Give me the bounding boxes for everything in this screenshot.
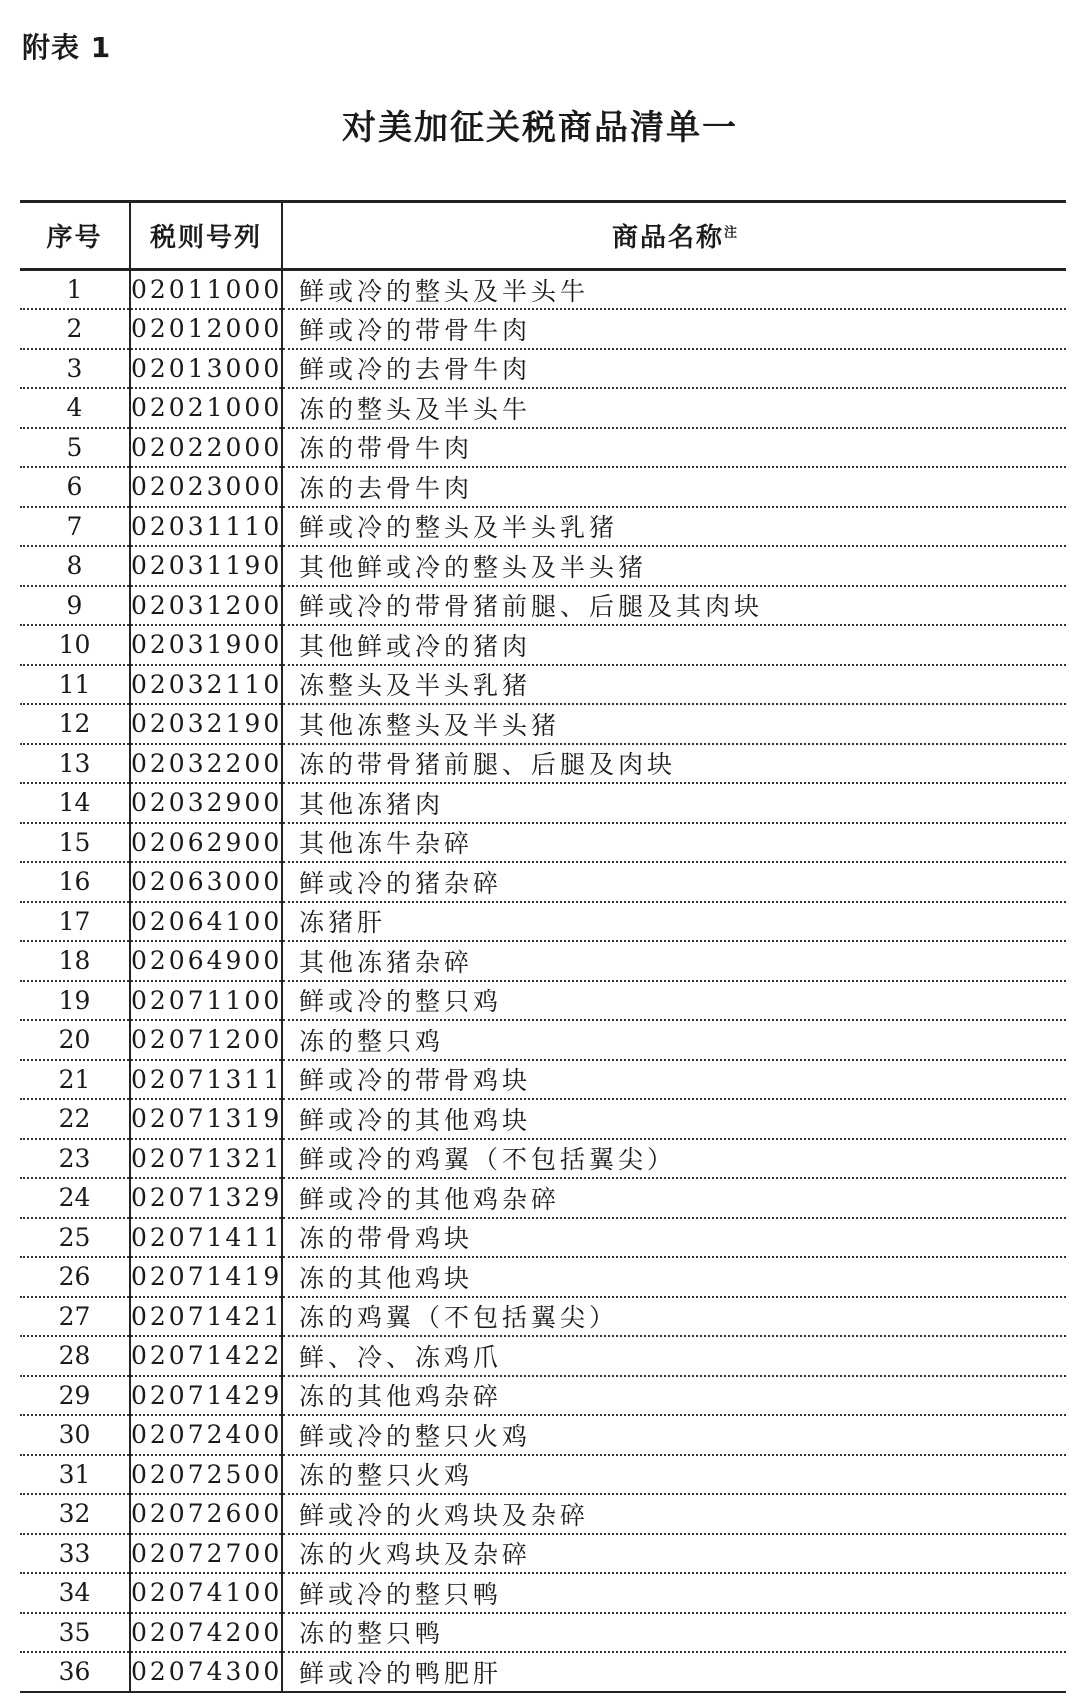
table-body	[20, 270, 1066, 1692]
row-goods-name: 鲜或冷的带骨鸡块	[282, 1060, 1066, 1100]
row-seq: 7	[20, 507, 130, 547]
row-goods-name: 冻的带骨鸡块	[282, 1218, 1066, 1258]
row-tariff-code: 02071422	[130, 1336, 282, 1376]
table-row	[20, 1376, 1066, 1416]
table-row	[20, 823, 1066, 863]
appendix-label: 附表 1	[22, 31, 112, 64]
table-row	[20, 941, 1066, 981]
row-goods-name: 鲜或冷的带骨猪前腿、后腿及其肉块	[282, 586, 1066, 626]
row-tariff-code: 02072400	[130, 1415, 282, 1455]
table-row	[20, 1415, 1066, 1455]
row-goods-name: 冻的其他鸡杂碎	[282, 1376, 1066, 1416]
row-goods-name: 冻的其他鸡块	[282, 1257, 1066, 1297]
row-seq: 16	[20, 862, 130, 902]
row-goods-name: 鲜或冷的猪杂碎	[282, 862, 1066, 902]
row-seq: 23	[20, 1139, 130, 1179]
row-tariff-code: 02072600	[130, 1494, 282, 1534]
row-goods-name: 鲜、冷、冻鸡爪	[282, 1336, 1066, 1376]
row-seq: 13	[20, 744, 130, 784]
row-tariff-code: 02032200	[130, 744, 282, 784]
table-row	[20, 902, 1066, 942]
table-row	[20, 1336, 1066, 1376]
row-goods-name: 冻猪肝	[282, 902, 1066, 942]
row-goods-name: 冻的鸡翼（不包括翼尖）	[282, 1297, 1066, 1337]
row-goods-name: 其他冻牛杂碎	[282, 823, 1066, 863]
row-seq: 30	[20, 1415, 130, 1455]
row-seq: 22	[20, 1099, 130, 1139]
row-seq: 9	[20, 586, 130, 626]
table-row	[20, 783, 1066, 823]
row-seq: 34	[20, 1573, 130, 1613]
row-goods-name: 鲜或冷的去骨牛肉	[282, 349, 1066, 389]
table-row	[20, 1139, 1066, 1179]
table-row	[20, 981, 1066, 1021]
row-goods-name: 其他鲜或冷的猪肉	[282, 625, 1066, 665]
table-row	[20, 1613, 1066, 1653]
row-seq: 20	[20, 1020, 130, 1060]
table-row	[20, 270, 1066, 310]
row-goods-name: 鲜或冷的火鸡块及杂碎	[282, 1494, 1066, 1534]
row-seq: 3	[20, 349, 130, 389]
document-title: 对美加征关税商品清单一	[342, 108, 738, 148]
table-row	[20, 665, 1066, 705]
row-seq: 8	[20, 546, 130, 586]
table-row	[20, 1178, 1066, 1218]
table-row	[20, 428, 1066, 468]
row-tariff-code: 02031190	[130, 546, 282, 586]
row-tariff-code: 02032110	[130, 665, 282, 705]
row-seq: 24	[20, 1178, 130, 1218]
row-tariff-code: 02012000	[130, 309, 282, 349]
table-row	[20, 546, 1066, 586]
table-row	[20, 862, 1066, 902]
row-tariff-code: 02071200	[130, 1020, 282, 1060]
row-goods-name: 冻整头及半头乳猪	[282, 665, 1066, 705]
row-seq: 10	[20, 625, 130, 665]
table-row	[20, 744, 1066, 784]
row-tariff-code: 02063000	[130, 862, 282, 902]
header-seq: 序号	[20, 202, 130, 270]
row-tariff-code: 02021000	[130, 388, 282, 428]
row-goods-name: 冻的整只火鸡	[282, 1455, 1066, 1495]
row-goods-name: 冻的火鸡块及杂碎	[282, 1534, 1066, 1574]
row-seq: 1	[20, 270, 130, 310]
row-goods-name: 鲜或冷的整头及半头乳猪	[282, 507, 1066, 547]
table-row	[20, 1534, 1066, 1574]
row-seq: 6	[20, 467, 130, 507]
row-tariff-code: 02071411	[130, 1218, 282, 1258]
row-tariff-code: 02074200	[130, 1613, 282, 1653]
row-seq: 5	[20, 428, 130, 468]
table-row	[20, 388, 1066, 428]
row-seq: 14	[20, 783, 130, 823]
row-tariff-code: 02022000	[130, 428, 282, 468]
header-note-mark: 注	[724, 225, 738, 241]
row-seq: 4	[20, 388, 130, 428]
table-row	[20, 1573, 1066, 1613]
row-goods-name: 鲜或冷的鸡翼（不包括翼尖）	[282, 1139, 1066, 1179]
row-tariff-code: 02071421	[130, 1297, 282, 1337]
row-seq: 35	[20, 1613, 130, 1653]
row-seq: 15	[20, 823, 130, 863]
row-tariff-code: 02031110	[130, 507, 282, 547]
row-tariff-code: 02064100	[130, 902, 282, 942]
row-goods-name: 其他冻整头及半头猪	[282, 704, 1066, 744]
table-row	[20, 309, 1066, 349]
row-goods-name: 鲜或冷的整头及半头牛	[282, 270, 1066, 310]
table-row	[20, 1455, 1066, 1495]
table-row	[20, 625, 1066, 665]
row-goods-name: 其他冻猪肉	[282, 783, 1066, 823]
row-tariff-code: 02071419	[130, 1257, 282, 1297]
row-tariff-code: 02071311	[130, 1060, 282, 1100]
table-row	[20, 507, 1066, 547]
row-goods-name: 冻的带骨牛肉	[282, 428, 1066, 468]
row-tariff-code: 02072700	[130, 1534, 282, 1574]
row-seq: 29	[20, 1376, 130, 1416]
row-goods-name: 鲜或冷的其他鸡块	[282, 1099, 1066, 1139]
table-header-row	[20, 202, 1066, 270]
table-row	[20, 1257, 1066, 1297]
row-tariff-code: 02032900	[130, 783, 282, 823]
row-seq: 25	[20, 1218, 130, 1258]
header-goods-name-label: 商品名称	[611, 223, 724, 253]
row-tariff-code: 02011000	[130, 270, 282, 310]
row-tariff-code: 02031900	[130, 625, 282, 665]
row-seq: 12	[20, 704, 130, 744]
row-goods-name: 冻的整头及半头牛	[282, 388, 1066, 428]
row-seq: 18	[20, 941, 130, 981]
row-tariff-code: 02071329	[130, 1178, 282, 1218]
row-seq: 17	[20, 902, 130, 942]
row-goods-name: 冻的带骨猪前腿、后腿及肉块	[282, 744, 1066, 784]
row-seq: 32	[20, 1494, 130, 1534]
row-seq: 21	[20, 1060, 130, 1100]
table-row	[20, 467, 1066, 507]
row-goods-name: 其他鲜或冷的整头及半头猪	[282, 546, 1066, 586]
row-goods-name: 冻的整只鸭	[282, 1613, 1066, 1653]
table-row	[20, 1494, 1066, 1534]
table-row	[20, 704, 1066, 744]
row-tariff-code: 02074300	[130, 1652, 282, 1692]
row-seq: 2	[20, 309, 130, 349]
header-goods-name	[282, 202, 1066, 270]
table-row	[20, 1652, 1066, 1692]
row-tariff-code: 02071321	[130, 1139, 282, 1179]
row-seq: 36	[20, 1652, 130, 1692]
row-seq: 26	[20, 1257, 130, 1297]
row-seq: 31	[20, 1455, 130, 1495]
row-goods-name: 鲜或冷的鸭肥肝	[282, 1652, 1066, 1692]
row-seq: 11	[20, 665, 130, 705]
row-tariff-code: 02031200	[130, 586, 282, 626]
row-goods-name: 其他冻猪杂碎	[282, 941, 1066, 981]
row-tariff-code: 02064900	[130, 941, 282, 981]
row-goods-name: 鲜或冷的其他鸡杂碎	[282, 1178, 1066, 1218]
table-row	[20, 1020, 1066, 1060]
table-row	[20, 1099, 1066, 1139]
header-tariff-code: 税则号列	[130, 202, 282, 270]
row-tariff-code: 02062900	[130, 823, 282, 863]
row-goods-name: 冻的整只鸡	[282, 1020, 1066, 1060]
table-row	[20, 1060, 1066, 1100]
row-tariff-code: 02013000	[130, 349, 282, 389]
row-goods-name: 鲜或冷的整只鸭	[282, 1573, 1066, 1613]
row-tariff-code: 02072500	[130, 1455, 282, 1495]
row-seq: 27	[20, 1297, 130, 1337]
table-row	[20, 586, 1066, 626]
row-tariff-code: 02071429	[130, 1376, 282, 1416]
row-tariff-code: 02074100	[130, 1573, 282, 1613]
row-goods-name: 鲜或冷的带骨牛肉	[282, 309, 1066, 349]
row-goods-name: 鲜或冷的整只火鸡	[282, 1415, 1066, 1455]
row-seq: 33	[20, 1534, 130, 1574]
row-tariff-code: 02071319	[130, 1099, 282, 1139]
table-row	[20, 349, 1066, 389]
row-tariff-code: 02023000	[130, 467, 282, 507]
row-goods-name: 冻的去骨牛肉	[282, 467, 1066, 507]
row-goods-name: 鲜或冷的整只鸡	[282, 981, 1066, 1021]
row-seq: 28	[20, 1336, 130, 1376]
tariff-goods-table	[20, 200, 1066, 1693]
row-seq: 19	[20, 981, 130, 1021]
row-tariff-code: 02071100	[130, 981, 282, 1021]
table-row	[20, 1297, 1066, 1337]
row-tariff-code: 02032190	[130, 704, 282, 744]
table-row	[20, 1218, 1066, 1258]
